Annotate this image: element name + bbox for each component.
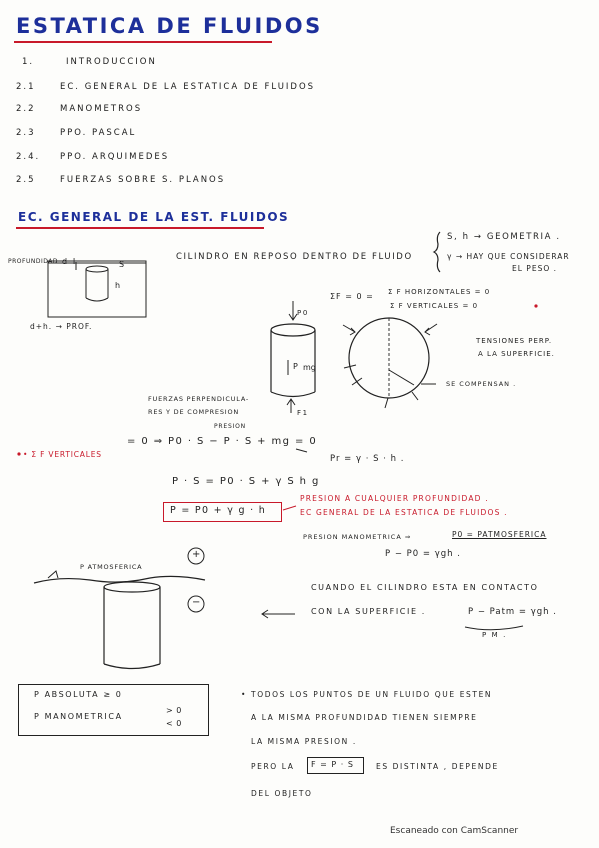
toc-num: 1. [22,57,35,67]
p0-label: P0 [297,309,309,317]
depth-label: PROFUNDIDAD [8,258,58,265]
toc-num: 2.1 [16,82,36,92]
f1-label: F1 [297,409,309,417]
fuerzas-2: RES Y DE COMPRESION [148,408,240,416]
brace-weight-2: EL PESO . [512,264,557,273]
del-objeto: DEL OBJETO [251,789,313,798]
equation-2: P · S = P0 · S + γ S h g [172,476,320,487]
toc-num: 2.5 [16,175,36,185]
toc-num: 2.4. [16,152,41,162]
toc-label: EC. GENERAL DE LA ESTATICA DE FLUIDOS [60,82,316,92]
pm-label: P M . [482,631,507,639]
horizontal-forces: Σ F HORIZONTALES = 0 [388,288,491,296]
section-title: EC. GENERAL DE LA EST. FLUIDOS [18,210,290,224]
di-label: d I [62,257,77,266]
depth-note: d+h. → PROF. [30,322,93,331]
bullet-line-3: LA MISMA PRESION . [251,737,357,746]
se-compensan: SE COMPENSAN . [446,380,517,388]
s-label: S [119,260,126,269]
equation-1b: Pr = γ · S · h . [330,454,405,464]
h-label: h [115,281,122,290]
boxed-equation: P = P0 + γ g · h [170,505,267,516]
presion-label: PRESION [214,423,246,430]
fvert-label: • Σ F VERTICALES [23,450,102,459]
p0-atmospheric: P0 = PATMOSFERICA [452,530,547,539]
manometric-label: PRESION MANOMETRICA ⇒ [303,533,412,541]
toc-label: PPO. ARQUIMEDES [60,152,170,162]
fluid-container [48,261,146,317]
p-man-gt: > 0 [166,706,182,715]
tensiones-1: TENSIONES PERP. [476,337,553,345]
fps-label: F = P · S [311,760,354,769]
toc-label: MANOMETROS [60,104,143,114]
bullet-line-1: • TODOS LOS PUNTOS DE UN FLUIDO QUE ESTEN [241,690,493,699]
vertical-forces: Σ F VERTICALES = 0 [390,302,479,310]
sum-forces: ΣF = 0 = [330,292,374,301]
page-title: ESTATICA DE FLUIDOS [16,14,323,38]
toc-label: PPO. PASCAL [60,128,137,138]
toc-num: 2.2 [16,104,36,114]
bullet-line-2: A LA MISMA PROFUNDIDAD TIENEN SIEMPRE [251,713,478,722]
brace-weight: γ → HAY QUE CONSIDERAR [447,252,570,261]
cuando-2: CON LA SUPERFICIE . [311,607,426,616]
p-manometrica: P MANOMETRICA [34,712,123,721]
toc-label: INTRODUCCION [66,57,157,67]
red-note-1: PRESION A CUALQUIER PROFUNDIDAD . [300,494,489,503]
pero-label: PERO LA [251,762,295,771]
manometric-eq: P − P0 = γgh . [385,549,461,559]
p-label: P [293,362,300,371]
toc-label: FUERZAS SOBRE S. PLANOS [60,175,226,185]
plus-sign: + [192,549,201,560]
equation-1: = 0 ⇒ P0 · S − P · S + mg = 0 [127,436,318,447]
distinta-label: ES DISTINTA , DEPENDE [376,762,499,771]
p-atm-label: P ATMOSFERICA [80,563,143,571]
minus-sign: − [192,597,201,608]
footer-watermark: Escaneado con CamScanner [390,826,519,836]
p-absoluta: P ABSOLUTA ≥ 0 [34,690,123,699]
p-man-lt: < 0 [166,719,182,728]
tensiones-2: A LA SUPERFICIE. [478,350,555,358]
cylinder-text: CILINDRO EN REPOSO DENTRO DE FLUIDO [176,252,413,262]
patm-equation: P − Patm = γgh . [468,607,557,617]
red-note-2: EC GENERAL DE LA ESTATICA DE FLUIDOS . [300,508,508,517]
toc-num: 2.3 [16,128,36,138]
fuerzas-1: FUERZAS PERPENDICULA- [148,395,250,403]
mg-label: mg [303,363,316,372]
cuando-1: CUANDO EL CILINDRO ESTA EN CONTACTO [311,583,539,592]
brace-geometry: S, h → GEOMETRIA . [447,232,561,242]
